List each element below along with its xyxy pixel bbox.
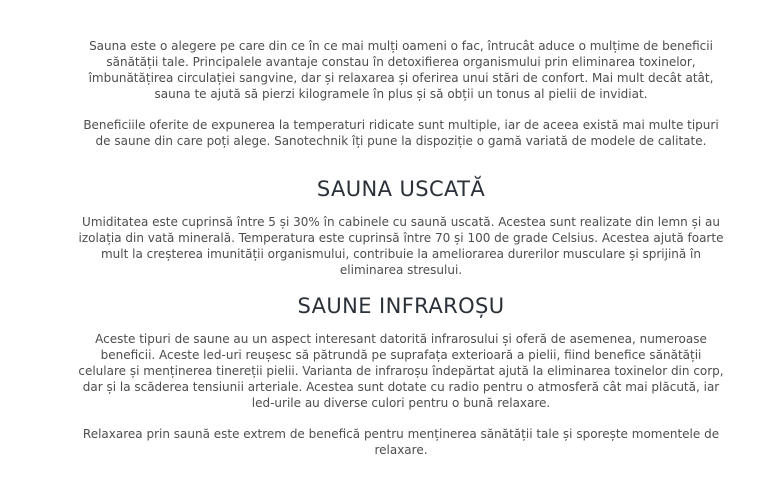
infrared-sauna-paragraph: Aceste tipuri de saune au un aspect interesant datorită infrarosului și oferă de asemenea, numeroase beneficii. Aceste led-uri reușesc să pătrundă pe suprafața exterioară a pielii, fiind benefice sănătății celulare și menținerea tinereții pielii. Varianta de infraroșu îndepărtat ajută la eliminarea toxinelor din corp, dar și la scăderea tensiunii arteriale. Acestea sunt dotate cu radio pentru o atmosferă cât mai plăcută, iar led-urile au diverse culori pentru o bună relaxare.: [78, 332, 724, 410]
spacer: [78, 102, 724, 117]
intro-paragraph-2: Beneficiile oferite de expunerea la temperaturi ridicate sunt multiple, iar de aceea există mai multe tipuri de saune din care poți alege. Sanotechnik îți pune la dispoziție o gamă variată de modele de calitate.: [83, 118, 719, 148]
intro-paragraph: Sauna este o alegere pe care din ce în ce mai mulți oameni o fac, întrucât aduce o mulțime de beneficii sănătății tale. Principalele avantaje constau în detoxifierea organismului prin eliminarea toxinelor, îmbunătățirea circulației sangvine, dar și relaxarea și oferirea unui stări de confort. Mai mult decât atât, sauna te ajută să pierzi kilogramele în plus și să obții un tonus al pielii de invidiat.: [88, 39, 714, 101]
closing-paragraph: Relaxarea prin saună este extrem de benefică pentru menținerea sănătății tale și sporește momentele de relaxare.: [82, 427, 720, 457]
dry-sauna-paragraph: Umiditatea este cuprinsă între 5 și 30% în cabinele cu saună uscată. Acestea sunt realizate din lemn și au izolația din vată minerală. Temperatura este cuprinsă între 70 și 100 de grade Celsius. Acestea ajută foarte mult la creșterea imunității organismului, contribuie la ameliorarea durerilor musculare și sprijină în eliminarea stresului.: [78, 215, 724, 277]
article-content: [78, 38, 724, 458]
section-title-dry-sauna: SAUNA USCATĂ: [316, 177, 486, 201]
section-title-infrared-sauna: SAUNE INFRAROȘU: [297, 294, 505, 318]
spacer: [78, 411, 724, 426]
